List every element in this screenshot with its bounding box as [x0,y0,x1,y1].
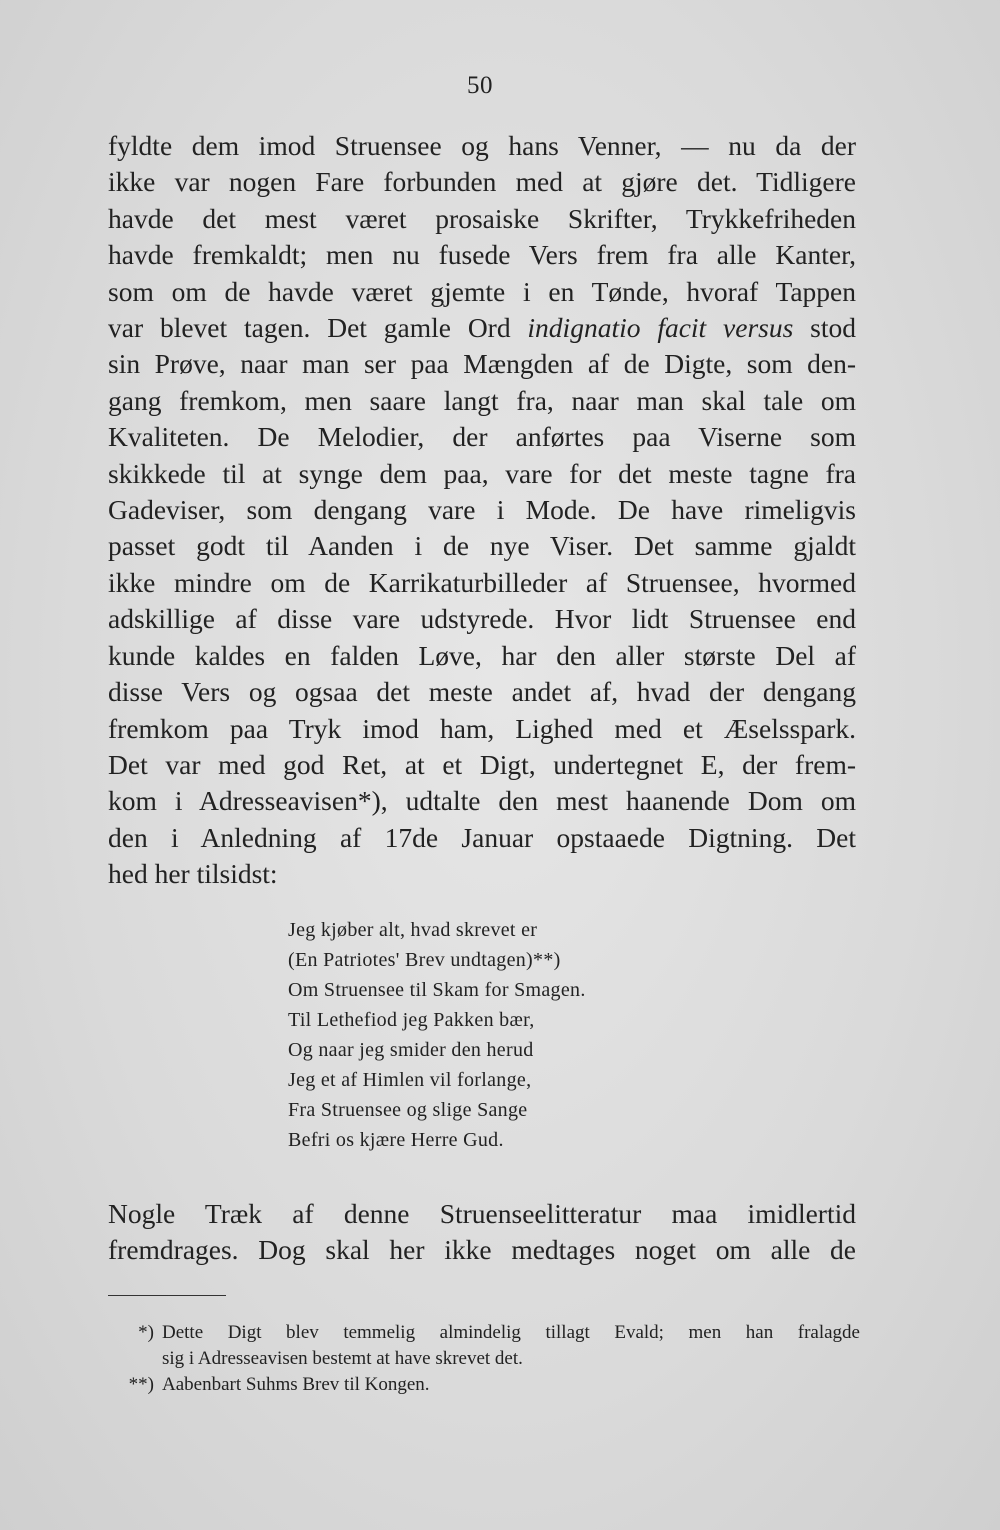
verse-line: Jeg et af Himlen vil forlange, [288,1069,532,1091]
footnote-2 [100,1372,860,1398]
body-line: Det var med god Ret, at et Digt, undertegnet E, der frem- [108,748,856,780]
body-text [108,128,856,893]
body-line: fyldte dem imod Struensee og hans Venner, — nu da der [108,130,856,161]
closing-paragraph [108,1196,856,1268]
body-line: fremdrages. Dog skal her ikke medtages noget om alle de [108,1234,856,1265]
body-line: hed her tilsidst: [108,858,278,890]
verse-line: Befri os kjære Herre Gud. [288,1129,504,1151]
body-line: sin Prøve, naar man ser paa Mængden af de Digte, som den- [108,348,856,380]
latin-phrase: indignatio facit versus [527,312,794,344]
body-line: fremkom paa Tryk imod ham, Lighed med et Æselsspark. [108,712,856,744]
verse-line: Jeg kjøber alt, hvad skrevet er [288,919,538,941]
body-line: ikke var nogen Fare forbunden med at gjøre det. Tidligere [108,166,856,198]
footnote-marker: **) [128,1374,154,1395]
verse-quotation [288,915,708,1155]
body-line: kom i Adresseavisen*), udtalte den mest haanende Dom om [108,785,856,817]
page-number: 50 [467,72,493,99]
body-line: adskillige af disse vare udstyrede. Hvor lidt Struensee end [108,603,856,635]
body-line: kunde kaldes en falden Løve, har den aller største Del af [108,639,856,671]
body-line: disse Vers og ogsaa det meste andet af, hvad der dengang [108,676,856,708]
body-line: havde fremkaldt; men nu fusede Vers frem fra alle Kanter, [108,239,856,271]
body-line: Kvaliteten. De Melodier, der anførtes paa Viserne som [108,421,856,453]
body-line-with-latin-phrase [108,310,856,346]
body-line: skikkede til at synge dem paa, vare for det meste tagne fra [108,457,856,489]
body-line: som om de havde været gjemte i en Tønde, hvoraf Tappen [108,275,856,307]
body-line: gang fremkom, men saare langt fra, naar man skal tale om [108,384,856,416]
body-line-part: var blevet tagen. Det gamle Ord [108,312,528,344]
verse-line: Fra Struensee og slige Sange [288,1099,528,1121]
body-line-part: stod [793,312,856,344]
footnote-divider [108,1295,226,1296]
body-line: Nogle Træk af denne Struenseelitteratur maa imidlertid [108,1198,856,1229]
footnote-1 [100,1320,860,1346]
footnote-text: Dette Digt blev temmelig almindelig tillagt Evald; men han fralagde [162,1322,860,1343]
footnote-text: Aabenbart Suhms Brev til Kongen. [162,1374,430,1395]
body-line: ikke mindre om de Karrikaturbilleder af Struensee, hvormed [108,566,856,598]
verse-line: Om Struensee til Skam for Smagen. [288,979,586,1001]
verse-line: Til Lethefiod jeg Pakken bær, [288,1009,535,1031]
body-line: havde det mest været prosaiske Skrifter, Trykkefriheden [108,202,856,234]
footnotes [100,1320,860,1398]
footnote-marker: *) [138,1322,154,1343]
footnote-text-continued: sig i Adresseavisen bestemt at have skrevet det. [162,1348,523,1369]
body-line: den i Anledning af 17de Januar opstaaede Digtning. Det [108,821,856,853]
verse-line: (En Patriotes' Brev undtagen)**) [288,949,561,971]
verse-line: Og naar jeg smider den herud [288,1039,534,1061]
body-line: Gadeviser, som dengang vare i Mode. De have rimeligvis [108,494,856,526]
body-line: passet godt til Aanden i de nye Viser. Det samme gjaldt [108,530,856,562]
